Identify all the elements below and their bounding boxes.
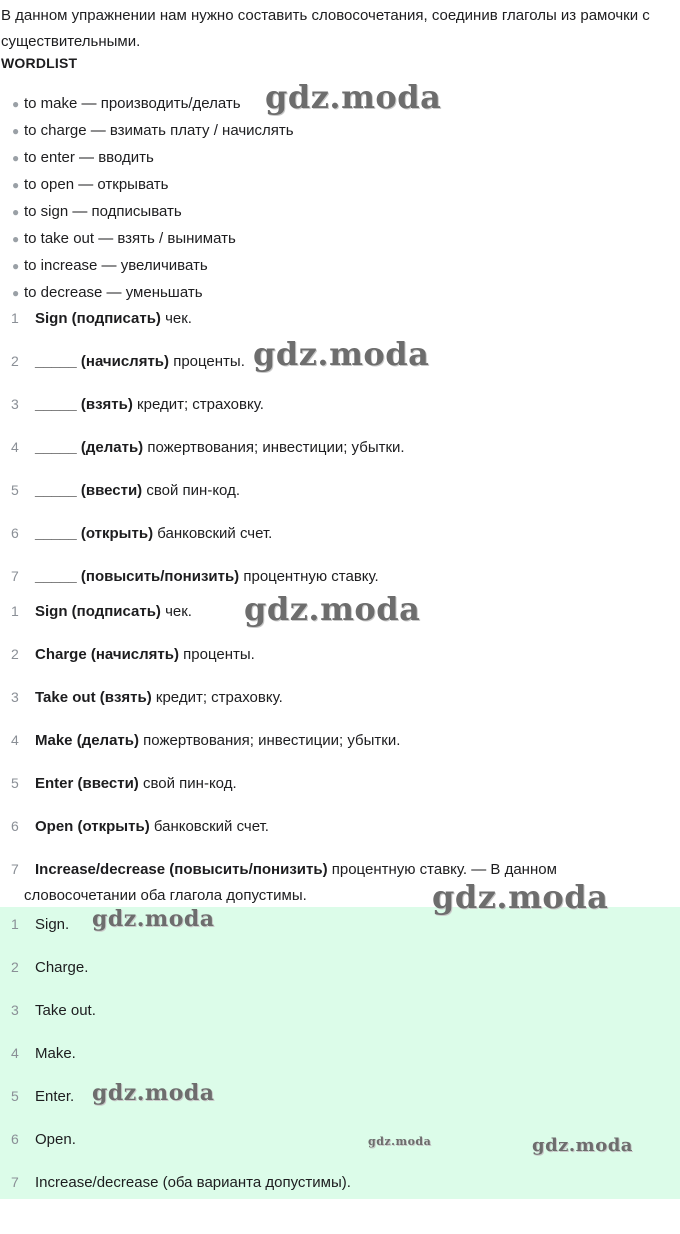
item-hint: (подписать)	[67, 603, 161, 620]
item-phrase: проценты.	[169, 353, 245, 370]
item-number: 1	[11, 603, 19, 619]
wordlist-text: to decrease — уменьшать	[24, 284, 203, 301]
wordlist-text: to make — производить/делать	[24, 95, 241, 112]
item-blank: _____	[35, 353, 77, 370]
item-number: 5	[11, 775, 19, 791]
item-number: 7	[11, 861, 19, 877]
item-hint: (делать)	[76, 439, 144, 456]
item-phrase: чек.	[160, 603, 192, 620]
item-number: 7	[11, 1174, 19, 1190]
wordlist-item	[0, 279, 294, 306]
bullet-icon: ●	[12, 124, 20, 138]
item-phrase: процентную ставку.	[239, 568, 379, 585]
wordlist-text: to sign — подписывать	[24, 203, 182, 220]
item-hint: (повысить/понизить)	[165, 861, 328, 878]
answer-item	[0, 731, 557, 774]
item-phrase: пожертвования; инвестиции; убытки.	[143, 439, 405, 456]
bullet-icon: ●	[12, 286, 20, 300]
answer-item	[0, 774, 557, 817]
watermark-logo: gdz.moda	[368, 1135, 432, 1148]
answer-item	[0, 688, 557, 731]
wordlist	[0, 90, 294, 306]
item-text: Enter.	[35, 1088, 75, 1105]
item-phrase: пожертвования; инвестиции; убытки.	[139, 732, 401, 749]
wordlist-text: to open — открывать	[24, 176, 169, 193]
item-text: Sign.	[35, 916, 70, 933]
bullet-icon: ●	[12, 178, 20, 192]
short-answer-item	[0, 1001, 351, 1044]
intro-text: В данном упражнении нам нужно составить словосочетания, соединив глаголы из рамочки с существительными.	[1, 7, 650, 50]
exercise-item	[0, 438, 405, 481]
exercise-item	[0, 524, 405, 567]
item-text: Take out.	[35, 1002, 96, 1019]
item-number: 4	[11, 1045, 19, 1061]
wordlist-text: to enter — вводить	[24, 149, 154, 166]
item-hint: (начислять)	[86, 646, 179, 663]
item-blank: _____	[35, 568, 77, 585]
watermark-logo: gdz.moda	[265, 78, 442, 116]
item-number: 6	[11, 818, 19, 834]
wordlist-item	[0, 117, 294, 144]
answer-list	[0, 602, 557, 912]
item-hint: (открыть)	[73, 818, 150, 835]
watermark-logo: gdz.moda	[244, 590, 421, 628]
wordlist-item	[0, 252, 294, 279]
item-hint: (ввести)	[76, 482, 143, 499]
watermark-logo: gdz.moda	[253, 335, 430, 373]
item-number: 2	[11, 959, 19, 975]
wordlist-text: to increase — увеличивать	[24, 257, 208, 274]
item-hint: (открыть)	[76, 525, 154, 542]
item-phrase: кредит; страховку.	[132, 396, 264, 413]
item-verb: Sign	[35, 603, 68, 620]
item-verb: Open	[35, 818, 74, 835]
item-verb: Enter	[35, 775, 74, 792]
item-number: 1	[11, 916, 19, 932]
item-verb: Charge	[35, 646, 87, 663]
item-number: 6	[11, 525, 19, 541]
item-number: 4	[11, 439, 19, 455]
item-hint: (подписать)	[67, 310, 161, 327]
short-answer-list	[0, 915, 351, 1216]
watermark-logo: gdz.moda	[92, 906, 215, 932]
item-verb: Sign	[35, 310, 68, 327]
item-blank: _____	[35, 482, 77, 499]
item-verb: Take out	[35, 689, 96, 706]
item-verb: Increase/decrease	[35, 861, 166, 878]
bullet-icon: ●	[12, 259, 20, 273]
item-phrase-continued: словосочетании оба глагола допустимы.	[24, 887, 307, 904]
exercise-item	[0, 481, 405, 524]
item-number: 4	[11, 732, 19, 748]
bullet-icon: ●	[12, 151, 20, 165]
wordlist-item	[0, 225, 294, 252]
item-phrase: свой пин-код.	[138, 775, 237, 792]
item-number: 2	[11, 646, 19, 662]
wordlist-text: to take out — взять / вынимать	[24, 230, 236, 247]
bullet-icon: ●	[12, 205, 20, 219]
item-hint: (ввести)	[73, 775, 139, 792]
item-number: 3	[11, 689, 19, 705]
short-answer-item	[0, 1173, 351, 1216]
item-number: 5	[11, 1088, 19, 1104]
item-phrase: кредит; страховку.	[151, 689, 283, 706]
exercise-item	[0, 395, 405, 438]
item-hint: (взять)	[76, 396, 133, 413]
wordlist-item	[0, 144, 294, 171]
item-blank: _____	[35, 396, 77, 413]
item-phrase: чек.	[160, 310, 192, 327]
wordlist-title: WORDLIST	[1, 55, 78, 71]
item-blank: _____	[35, 525, 77, 542]
item-text: Charge.	[35, 959, 89, 976]
item-phrase: свой пин-код.	[142, 482, 240, 499]
item-phrase: банковский счет.	[149, 818, 269, 835]
short-answer-item	[0, 958, 351, 1001]
wordlist-item	[0, 171, 294, 198]
watermark-logo: gdz.moda	[532, 1135, 633, 1156]
item-phrase: процентную ставку. — В данном	[327, 861, 557, 878]
wordlist-item	[0, 90, 294, 117]
item-number: 6	[11, 1131, 19, 1147]
answer-item	[0, 817, 557, 860]
item-text: Increase/decrease (оба варианта допустимы).	[35, 1174, 351, 1191]
watermark-logo: gdz.moda	[92, 1080, 215, 1106]
wordlist-text: to charge — взимать плату / начислять	[24, 122, 294, 139]
item-number: 3	[11, 396, 19, 412]
item-phrase: проценты.	[179, 646, 255, 663]
short-answer-item	[0, 1130, 351, 1173]
item-text: Open.	[35, 1131, 76, 1148]
bullet-icon: ●	[12, 232, 20, 246]
item-hint: (делать)	[72, 732, 139, 749]
item-hint: (начислять)	[76, 353, 170, 370]
item-phrase: банковский счет.	[153, 525, 273, 542]
item-hint: (повысить/понизить)	[76, 568, 240, 585]
item-hint: (взять)	[95, 689, 152, 706]
bullet-icon: ●	[12, 97, 20, 111]
item-number: 7	[11, 568, 19, 584]
item-blank: _____	[35, 439, 77, 456]
item-verb: Make	[35, 732, 73, 749]
item-number: 5	[11, 482, 19, 498]
wordlist-item	[0, 198, 294, 225]
watermark-logo: gdz.moda	[432, 878, 609, 916]
answer-item	[0, 645, 557, 688]
item-text: Make.	[35, 1045, 76, 1062]
item-number: 2	[11, 353, 19, 369]
item-number: 1	[11, 310, 19, 326]
item-number: 3	[11, 1002, 19, 1018]
